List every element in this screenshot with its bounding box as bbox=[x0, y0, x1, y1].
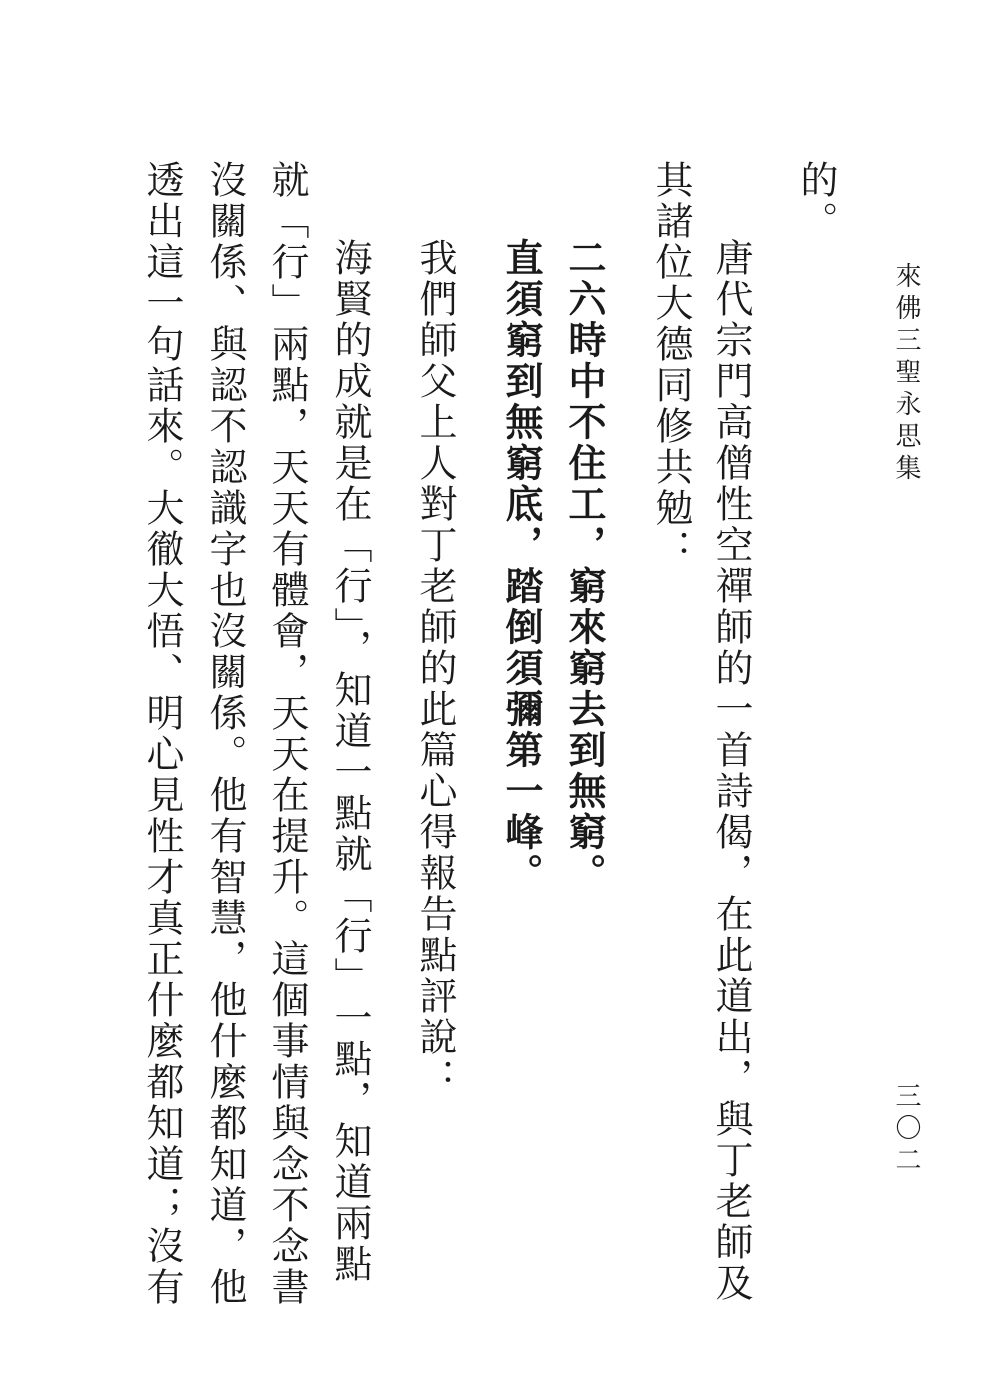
text-column-2: 唐代宗門高僧性空禪師的一首詩偈，在此道出，與丁老師及 bbox=[709, 238, 753, 1304]
text-column-8: 就「行」兩點，天天有體會，天天在提升。這個事情與念不念書 bbox=[265, 160, 309, 1308]
text-column-3: 其諸位大德同修共勉： bbox=[649, 160, 693, 570]
running-head-book-title: 來佛三聖永思集 bbox=[891, 262, 921, 486]
text-column-6: 我們師父上人對丁老師的此篇心得報告點評說： bbox=[413, 238, 457, 1099]
verse-line-1: 二六時中不住工，窮來窮去到無窮。 bbox=[562, 238, 606, 894]
text-column-9: 沒關係、與認不認識字也沒關係。他有智慧，他什麼都知道，他 bbox=[203, 160, 247, 1308]
text-column-7: 海賢的成就是在「行」，知道一點就「行」一點，知道兩點 bbox=[328, 238, 372, 1285]
text-column-1: 的。 bbox=[794, 160, 838, 242]
running-head-page-number: 三〇二 bbox=[891, 1082, 921, 1178]
verse-line-2: 直須窮到無窮底，踏倒須彌第一峰。 bbox=[499, 238, 543, 894]
text-column-10: 透出這一句話來。大徹大悟、明心見性才真正什麼都知道；沒有 bbox=[140, 160, 184, 1308]
